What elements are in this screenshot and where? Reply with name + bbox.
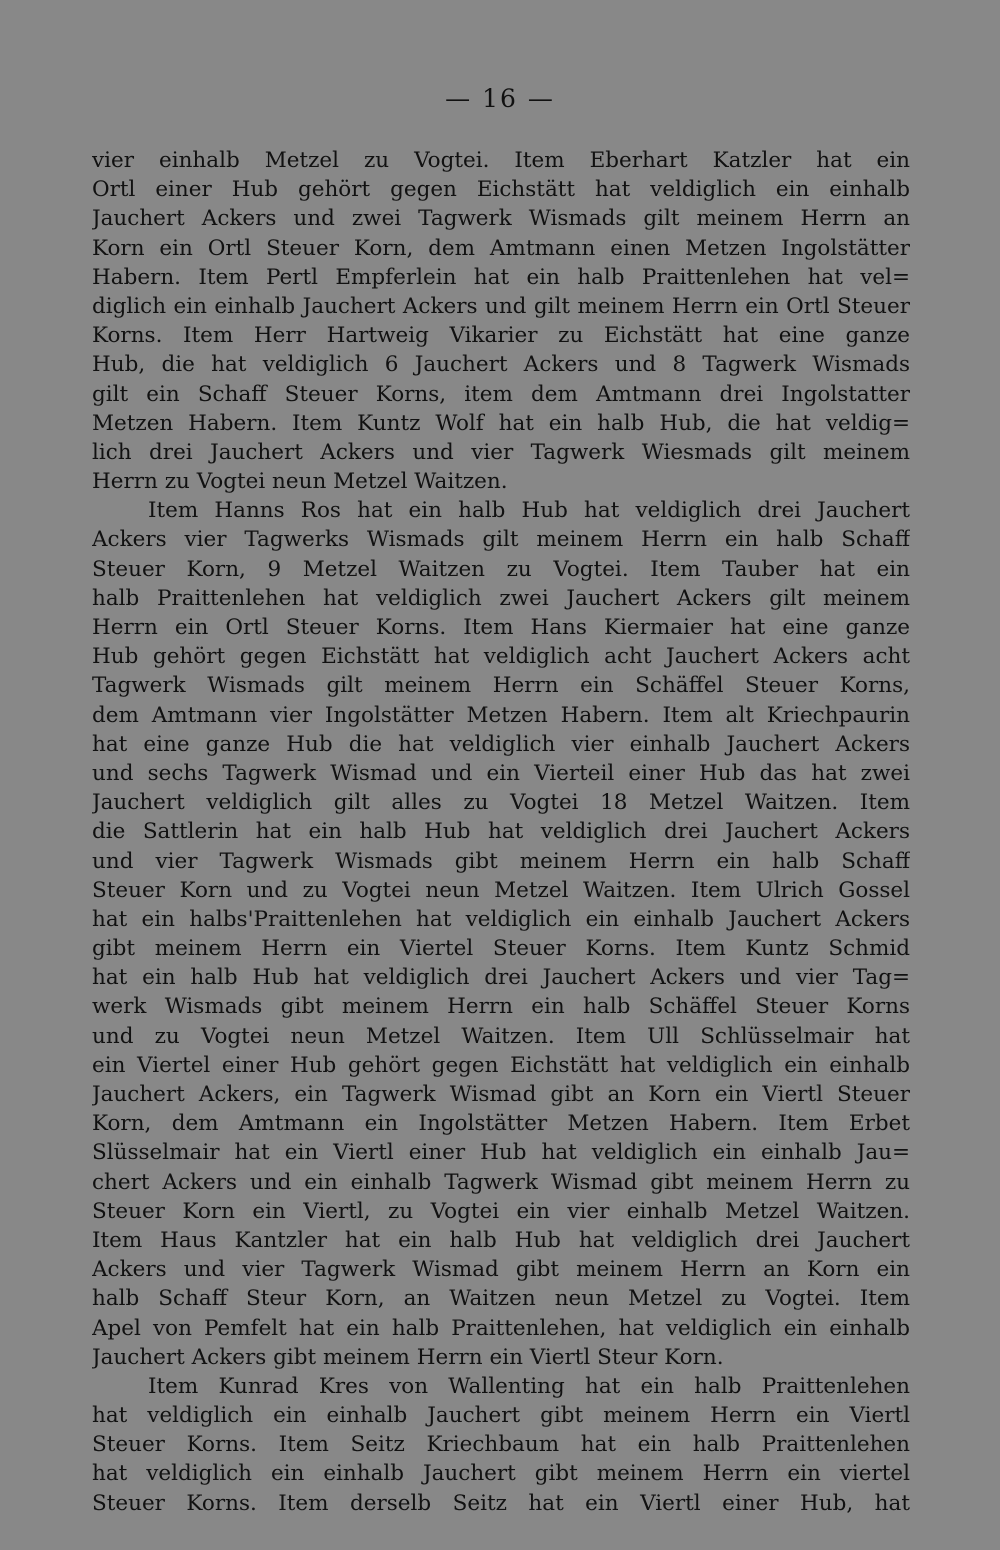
text-line: gilt ein Schaff Steuer Korns, item dem Amtmann drei Ingolstatter xyxy=(92,381,910,407)
text-line: Slüsselmair hat ein Viertl einer Hub hat veldiglich ein einhalb Jau= xyxy=(92,1140,910,1166)
text-line: hat ein halb Hub hat veldiglich drei Jauchert Ackers und vier Tag= xyxy=(92,965,910,991)
text-line: und zu Vogtei neun Metzel Waitzen. Item Ull Schlüsselmair hat xyxy=(92,1023,910,1049)
text-line: hat veldiglich ein einhalb Jauchert gibt meinem Herrn ein Viertl xyxy=(92,1403,910,1429)
text-line: Korn, dem Amtmann ein Ingolstätter Metzen Habern. Item Erbet xyxy=(92,1111,910,1137)
text-line: Ortl einer Hub gehört gegen Eichstätt hat veldiglich ein einhalb xyxy=(92,177,910,203)
text-line: Steuer Korns. Item derselb Seitz hat ein Viertl einer Hub, hat xyxy=(92,1490,910,1516)
text-line: Korn ein Ortl Steuer Korn, dem Amtmann einen Metzen Ingolstätter xyxy=(92,235,910,261)
text-line: Steuer Korn und zu Vogtei neun Metzel Waitzen. Item Ulrich Gossel xyxy=(92,877,910,903)
text-line: Ackers und vier Tagwerk Wismad gibt meinem Herrn an Korn ein xyxy=(92,1257,910,1283)
text-line: Hub, die hat veldiglich 6 Jauchert Ackers und 8 Tagwerk Wismads xyxy=(92,352,910,378)
text-line: Herrn zu Vogtei neun Metzel Waitzen. xyxy=(92,469,508,495)
text-line: werk Wismads gibt meinem Herrn ein halb Schäffel Steuer Korns xyxy=(92,994,910,1020)
text-line: Herrn ein Ortl Steuer Korns. Item Hans Kiermaier hat eine ganze xyxy=(92,615,910,640)
text-line: hat ein halbs'Praittenlehen hat veldiglich ein einhalb Jauchert Ackers xyxy=(92,906,910,932)
text-line: Korns. Item Herr Hartweig Vikarier zu Eichstätt hat eine ganze xyxy=(92,323,910,349)
text-line: halb Praittenlehen hat veldiglich zwei Jauchert Ackers gilt meinem xyxy=(92,585,910,611)
text-line: Steuer Korn ein Viertl, zu Vogtei ein vier einhalb Metzel Waitzen. xyxy=(92,1198,910,1224)
text-line: Steuer Korns. Item Seitz Kriechbaum hat ein halb Praittenlehen xyxy=(92,1432,910,1458)
text-line: Apel von Pemfelt hat ein halb Praittenlehen, hat veldiglich ein einhalb xyxy=(92,1315,910,1341)
text-line: diglich ein einhalb Jauchert Ackers und gilt meinem Herrn ein Ortl Steuer xyxy=(92,293,910,319)
page-number: — 16 — xyxy=(445,84,555,113)
text-line: Item Haus Kantzler hat ein halb Hub hat veldiglich drei Jauchert xyxy=(92,1227,910,1253)
text-line: die Sattlerin hat ein halb Hub hat veldiglich drei Jauchert Ackers xyxy=(92,819,910,845)
text-line: Ackers vier Tagwerks Wismads gilt meinem Herrn ein halb Schaff xyxy=(92,527,910,553)
text-line: Steuer Korn, 9 Metzel Waitzen zu Vogtei. Item Tauber hat ein xyxy=(92,556,910,582)
text-line: Hub gehört gegen Eichstätt hat veldiglich acht Jauchert Ackers acht xyxy=(92,644,910,670)
text-line: chert Ackers und ein einhalb Tagwerk Wismad gibt meinem Herrn zu xyxy=(92,1169,910,1195)
text-line: Habern. Item Pertl Empferlein hat ein halb Praittenlehen hat vel= xyxy=(92,264,910,290)
text-line: Tagwerk Wismads gilt meinem Herrn ein Schäffel Steuer Korns, xyxy=(92,673,910,699)
text-line: lich drei Jauchert Ackers und vier Tagwerk Wiesmads gilt meinem xyxy=(92,439,910,465)
text-line: gibt meinem Herrn ein Viertel Steuer Korns. Item Kuntz Schmid xyxy=(92,936,910,962)
text-line: Jauchert Ackers und zwei Tagwerk Wismads gilt meinem Herrn an xyxy=(92,206,910,232)
text-line: vier einhalb Metzel zu Vogtei. Item Eberhart Katzler hat ein xyxy=(92,148,910,173)
text-line: Jauchert Ackers gibt meinem Herrn ein Viertl Steur Korn. xyxy=(92,1344,724,1370)
text-line: und vier Tagwerk Wismads gibt meinem Herrn ein halb Schaff xyxy=(92,848,910,874)
text-line: ein Viertel einer Hub gehört gegen Eichstätt hat veldiglich ein einhalb xyxy=(92,1052,910,1078)
text-line: hat eine ganze Hub die hat veldiglich vier einhalb Jauchert Ackers xyxy=(92,731,910,757)
body-text xyxy=(92,146,910,1518)
text-line: Jauchert Ackers, ein Tagwerk Wismad gibt an Korn ein Viertl Steuer xyxy=(92,1082,910,1107)
text-line: hat veldiglich ein einhalb Jauchert gibt meinem Herrn ein viertel xyxy=(92,1461,910,1487)
text-line: dem Amtmann vier Ingolstätter Metzen Habern. Item alt Kriechpaurin xyxy=(92,702,910,728)
text-line: Item Kunrad Kres von Wallenting hat ein halb Praittenlehen xyxy=(148,1373,910,1399)
text-line: halb Schaff Steur Korn, an Waitzen neun Metzel zu Vogtei. Item xyxy=(92,1286,910,1312)
text-line: Item Hanns Ros hat ein halb Hub hat veldiglich drei Jauchert xyxy=(148,498,910,524)
text-line: Jauchert veldiglich gilt alles zu Vogtei 18 Metzel Waitzen. Item xyxy=(92,790,910,816)
text-line: Metzen Habern. Item Kuntz Wolf hat ein halb Hub, die hat veldig= xyxy=(92,410,910,436)
text-line: und sechs Tagwerk Wismad und ein Vierteil einer Hub das hat zwei xyxy=(92,760,910,786)
